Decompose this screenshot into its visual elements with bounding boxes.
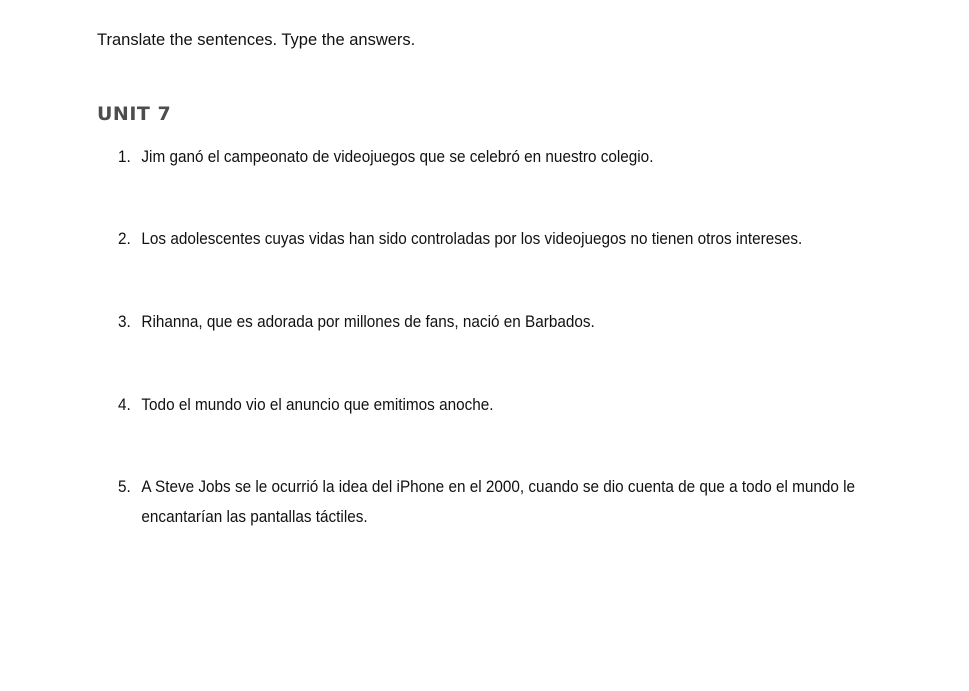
- item-number: 5.: [118, 477, 131, 496]
- list-item: [118, 142, 856, 172]
- item-sentence: Todo el mundo vio el anuncio que emitimos anoche.: [141, 395, 494, 414]
- item-sentence: Los adolescentes cuyas vidas han sido controladas por los videojuegos no tienen otros intereses.: [141, 229, 803, 248]
- list-item: [118, 307, 856, 337]
- list-item: [118, 472, 856, 532]
- list-item: [118, 390, 856, 420]
- item-number: 4.: [118, 395, 131, 414]
- item-number: 2.: [118, 229, 131, 248]
- unit-heading: UNIT 7: [97, 103, 172, 125]
- item-number: 1.: [118, 147, 131, 166]
- instructions-text: Translate the sentences. Type the answers.: [97, 31, 416, 49]
- item-sentence: A Steve Jobs se le ocurrió la idea del iPhone en el 2000, cuando se dio cuenta de que a todo el mundo le encantarían las pantallas táctiles.: [141, 477, 856, 526]
- item-sentence: Jim ganó el campeonato de videojuegos que se celebró en nuestro colegio.: [141, 147, 654, 166]
- item-number: 3.: [118, 312, 131, 331]
- list-item: [118, 224, 856, 254]
- item-sentence: Rihanna, que es adorada por millones de fans, nació en Barbados.: [141, 312, 595, 331]
